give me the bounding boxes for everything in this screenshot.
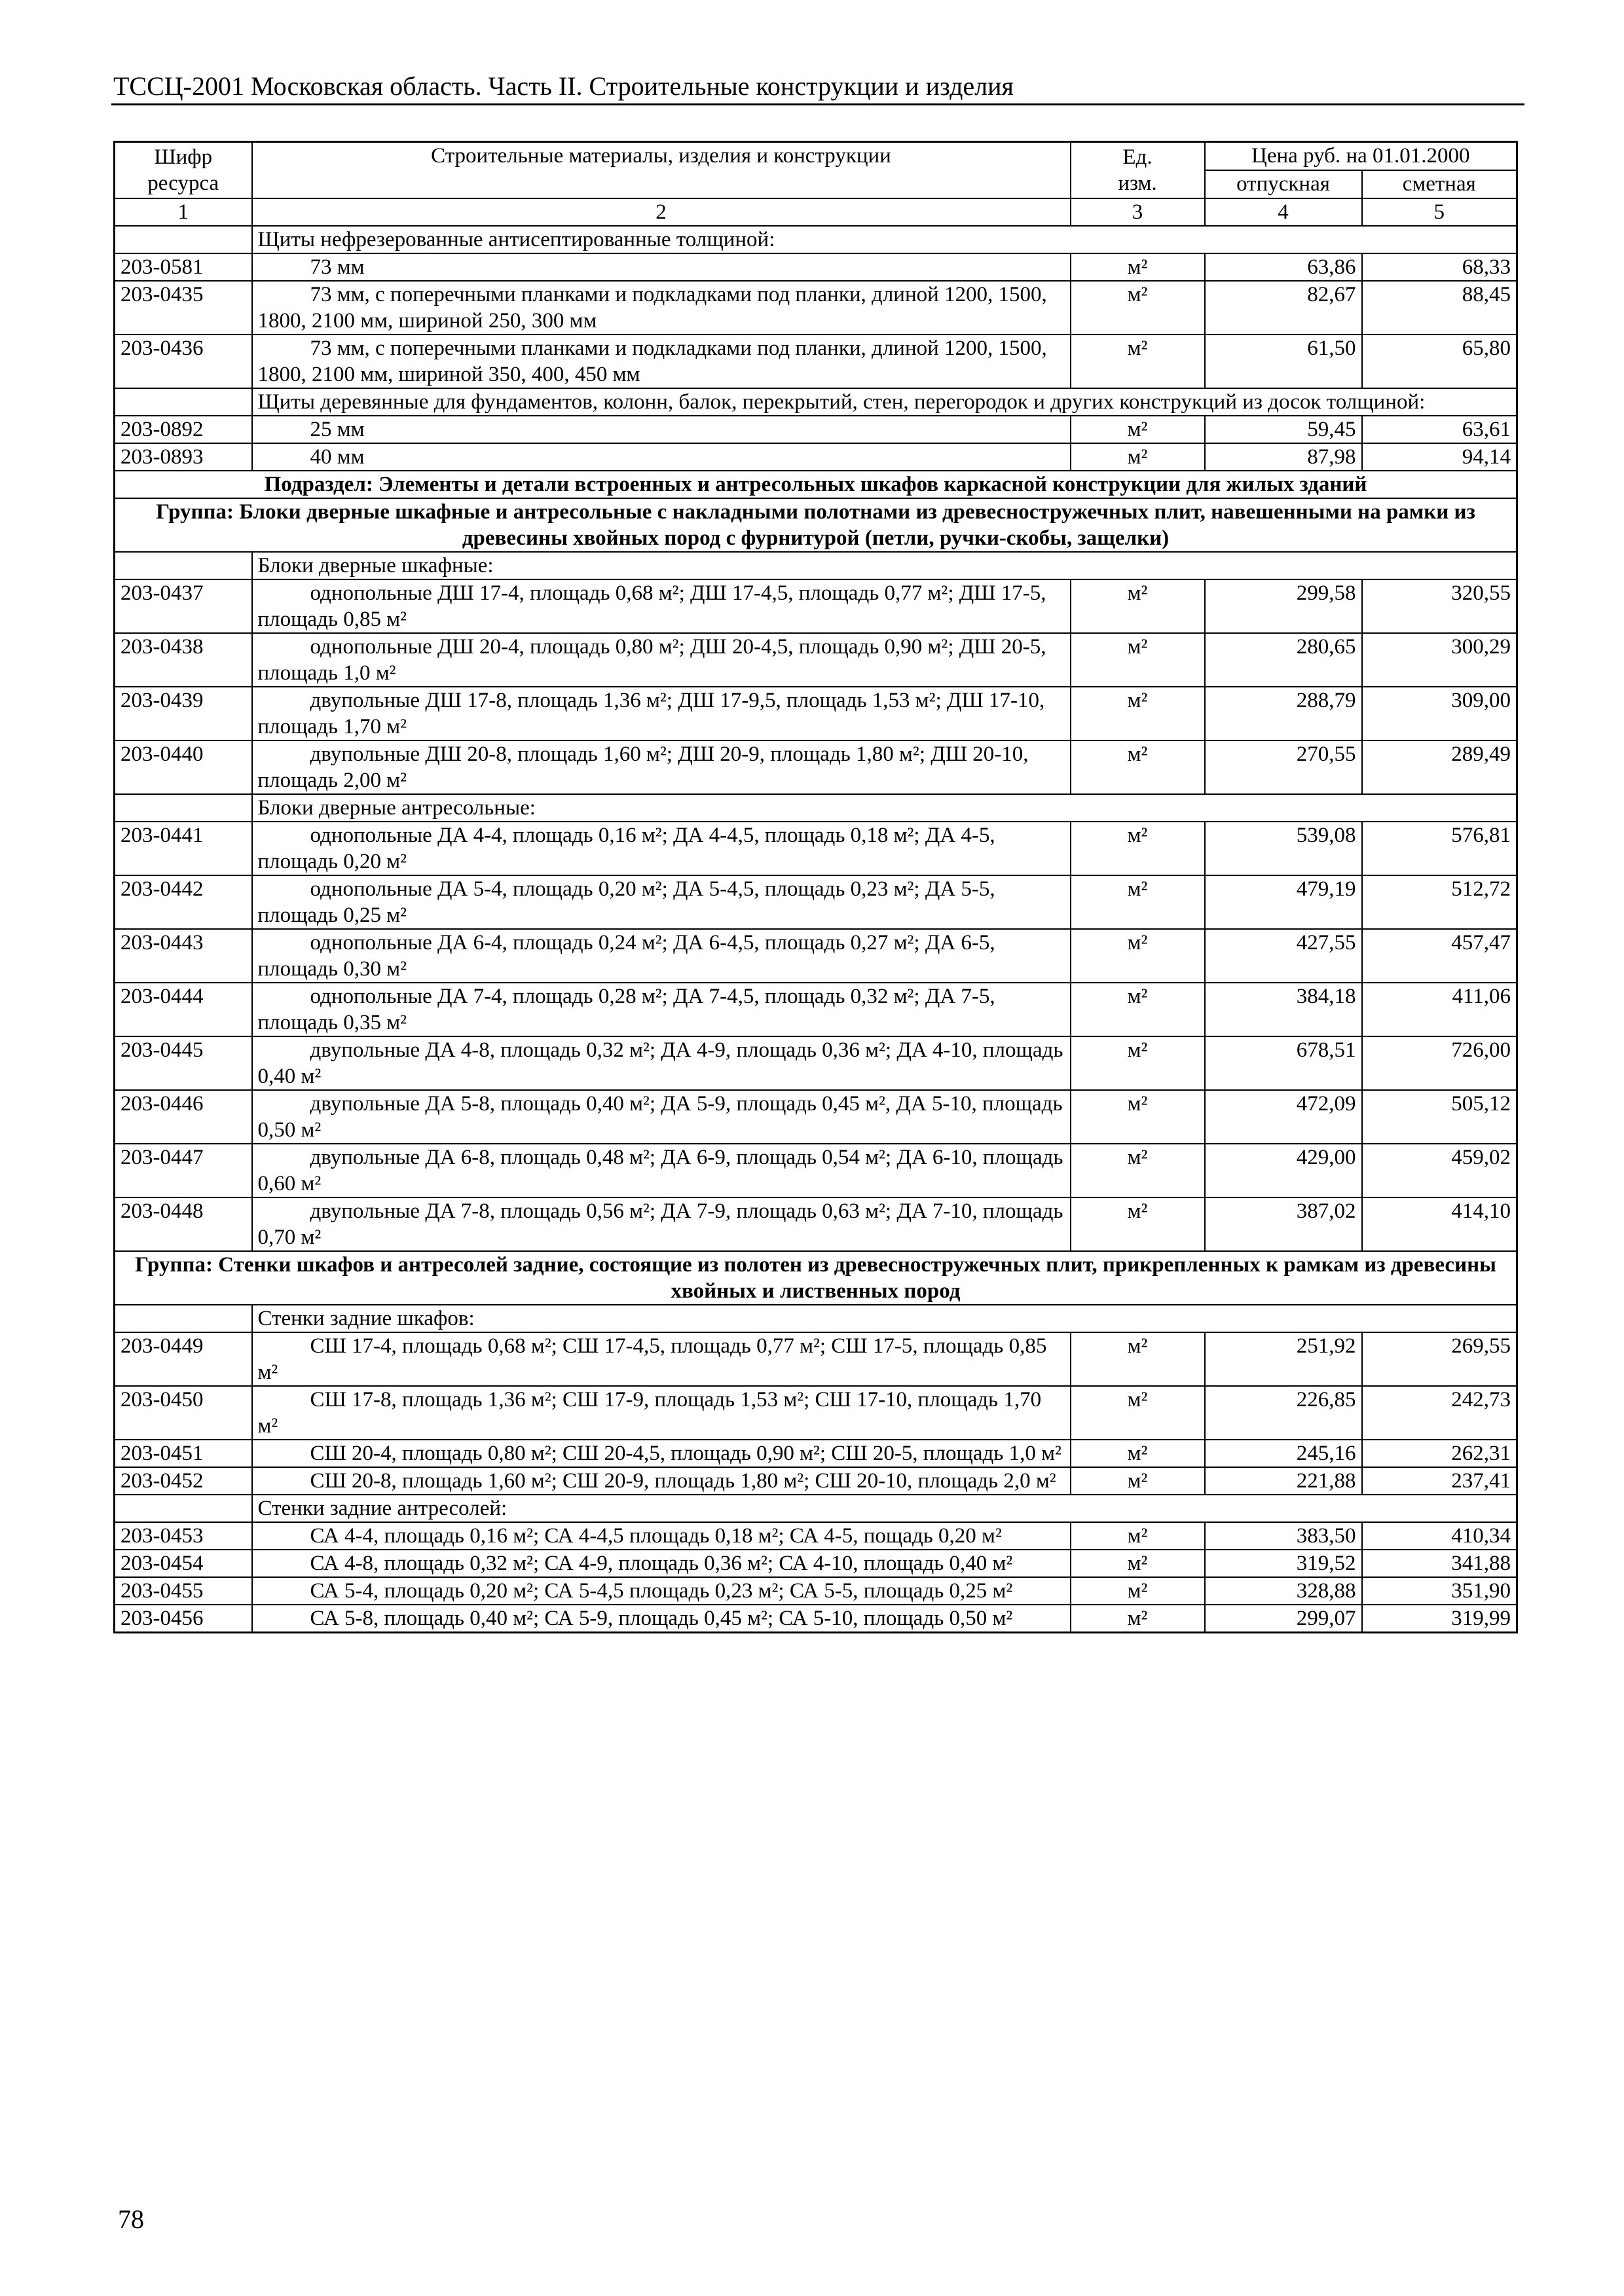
material-description: двупольные ДШ 20-8, площадь 1,60 м²; ДШ 20-9, площадь 1,80 м²; ДШ 20-10, площадь 2,00 м²	[252, 740, 1071, 794]
resource-code: 203-0454	[115, 1550, 252, 1577]
estimate-price: 269,55	[1362, 1332, 1517, 1386]
resource-code: 203-0435	[115, 281, 252, 335]
group-row	[115, 1251, 1517, 1305]
unit-cell: м²	[1071, 983, 1205, 1036]
table-row	[115, 443, 1517, 471]
resource-code: 203-0440	[115, 740, 252, 794]
estimate-price: 505,12	[1362, 1090, 1517, 1144]
release-price: 678,51	[1205, 1036, 1362, 1090]
estimate-price: 351,90	[1362, 1577, 1517, 1605]
estimate-price: 63,61	[1362, 416, 1517, 443]
release-price: 226,85	[1205, 1386, 1362, 1440]
resource-code: 203-0441	[115, 822, 252, 875]
material-description: СА 4-8, площадь 0,32 м²; СА 4-9, площадь 0,36 м²; СА 4-10, площадь 0,40 м²	[252, 1550, 1071, 1577]
unit-cell: м²	[1071, 1440, 1205, 1467]
unit-cell: м²	[1071, 822, 1205, 875]
category-row	[115, 1495, 1517, 1522]
release-price: 472,09	[1205, 1090, 1362, 1144]
table-row	[115, 1197, 1517, 1251]
unit-cell: м²	[1071, 875, 1205, 929]
table-row	[115, 1386, 1517, 1440]
page-number: 78	[118, 2204, 144, 2234]
unit-cell: м²	[1071, 1386, 1205, 1440]
column-number: 1	[115, 198, 252, 226]
category-title: Щиты нефрезерованные антисептированные толщиной:	[252, 226, 1517, 253]
estimate-price: 300,29	[1362, 633, 1517, 687]
release-price: 319,52	[1205, 1550, 1362, 1577]
header-code: Шифр ресурса	[115, 142, 252, 199]
resource-code: 203-0452	[115, 1467, 252, 1495]
group-row	[115, 498, 1517, 552]
estimate-price: 309,00	[1362, 687, 1517, 740]
estimate-price: 65,80	[1362, 335, 1517, 388]
column-number: 4	[1205, 198, 1362, 226]
estimate-price: 414,10	[1362, 1197, 1517, 1251]
estimate-price: 237,41	[1362, 1467, 1517, 1495]
estimate-price: 262,31	[1362, 1440, 1517, 1467]
table-row	[115, 633, 1517, 687]
header-unit: Ед. изм.	[1071, 142, 1205, 199]
resource-code: 203-0446	[115, 1090, 252, 1144]
release-price: 299,07	[1205, 1605, 1362, 1633]
resource-code: 203-0892	[115, 416, 252, 443]
table-row	[115, 687, 1517, 740]
table-row	[115, 1605, 1517, 1633]
material-description: СА 5-4, площадь 0,20 м²; СА 5-4,5 площадь 0,23 м²; СА 5-5, площадь 0,25 м²	[252, 1577, 1071, 1605]
table-row	[115, 416, 1517, 443]
table-row	[115, 253, 1517, 281]
unit-cell: м²	[1071, 335, 1205, 388]
header-price: Цена руб. на 01.01.2000	[1205, 142, 1517, 171]
subsection-title: Подраздел: Элементы и детали встроенных и антресольных шкафов каркасной конструкции для жилых зданий	[115, 471, 1517, 498]
unit-cell: м²	[1071, 1036, 1205, 1090]
material-description: однопольные ДА 6-4, площадь 0,24 м²; ДА 6-4,5, площадь 0,27 м²; ДА 6-5, площадь 0,30 м²	[252, 929, 1071, 983]
resource-code: 203-0443	[115, 929, 252, 983]
resource-code: 203-0447	[115, 1144, 252, 1197]
page-header	[111, 64, 1524, 105]
resource-code: 203-0455	[115, 1577, 252, 1605]
material-description: СШ 17-4, площадь 0,68 м²; СШ 17-4,5, площадь 0,77 м²; СШ 17-5, площадь 0,85 м²	[252, 1332, 1071, 1386]
column-number: 5	[1362, 198, 1517, 226]
estimate-price: 242,73	[1362, 1386, 1517, 1440]
resource-code: 203-0451	[115, 1440, 252, 1467]
table-row	[115, 929, 1517, 983]
table-row	[115, 1577, 1517, 1605]
release-price: 82,67	[1205, 281, 1362, 335]
table-row	[115, 875, 1517, 929]
estimate-price: 410,34	[1362, 1522, 1517, 1550]
material-description: двупольные ДА 7-8, площадь 0,56 м²; ДА 7-9, площадь 0,63 м²; ДА 7-10, площадь 0,70 м²	[252, 1197, 1071, 1251]
material-description: двупольные ДА 4-8, площадь 0,32 м²; ДА 4-9, площадь 0,36 м²; ДА 4-10, площадь 0,40 м²	[252, 1036, 1071, 1090]
release-price: 221,88	[1205, 1467, 1362, 1495]
resource-code: 203-0449	[115, 1332, 252, 1386]
estimate-price: 68,33	[1362, 253, 1517, 281]
unit-cell: м²	[1071, 1550, 1205, 1577]
material-description: однопольные ДШ 17-4, площадь 0,68 м²; ДШ 17-4,5, площадь 0,77 м²; ДШ 17-5, площадь 0,85 м²	[252, 579, 1071, 633]
release-price: 270,55	[1205, 740, 1362, 794]
unit-cell: м²	[1071, 929, 1205, 983]
group-title: Группа: Стенки шкафов и антресолей задние, состоящие из полотен из древесностружечных плит, прикрепленных к рамкам из древесины хвойных и лиственных пород	[115, 1251, 1517, 1305]
estimate-price: 411,06	[1362, 983, 1517, 1036]
release-price: 384,18	[1205, 983, 1362, 1036]
column-number-row	[115, 198, 1517, 226]
category-code-empty	[115, 1305, 252, 1332]
release-price: 59,45	[1205, 416, 1362, 443]
release-price: 61,50	[1205, 335, 1362, 388]
table-row	[115, 1467, 1517, 1495]
release-price: 280,65	[1205, 633, 1362, 687]
resource-code: 203-0439	[115, 687, 252, 740]
estimate-price: 459,02	[1362, 1144, 1517, 1197]
table-row	[115, 1090, 1517, 1144]
group-title: Группа: Блоки дверные шкафные и антресольные с накладными полотнами из древесностружечных плит, навешенными на рамки из древесины хвойных пород с фурнитурой (петли, ручки-скобы, защелки)	[115, 498, 1517, 552]
release-price: 479,19	[1205, 875, 1362, 929]
release-price: 87,98	[1205, 443, 1362, 471]
material-description: однопольные ДШ 20-4, площадь 0,80 м²; ДШ 20-4,5, площадь 0,90 м²; ДШ 20-5, площадь 1,0 м²	[252, 633, 1071, 687]
resource-code: 203-0444	[115, 983, 252, 1036]
estimate-price: 319,99	[1362, 1605, 1517, 1633]
category-row	[115, 1305, 1517, 1332]
category-title: Стенки задние шкафов:	[252, 1305, 1517, 1332]
category-title: Блоки дверные антресольные:	[252, 794, 1517, 822]
table-row	[115, 1036, 1517, 1090]
release-price: 251,92	[1205, 1332, 1362, 1386]
unit-cell: м²	[1071, 1467, 1205, 1495]
resource-code: 203-0436	[115, 335, 252, 388]
table-row	[115, 281, 1517, 335]
resource-code: 203-0581	[115, 253, 252, 281]
material-description: СА 5-8, площадь 0,40 м²; СА 5-9, площадь 0,45 м²; СА 5-10, площадь 0,50 м²	[252, 1605, 1071, 1633]
material-description: однопольные ДА 5-4, площадь 0,20 м²; ДА 5-4,5, площадь 0,23 м²; ДА 5-5, площадь 0,25 м²	[252, 875, 1071, 929]
category-row	[115, 226, 1517, 253]
estimate-price: 289,49	[1362, 740, 1517, 794]
unit-cell: м²	[1071, 687, 1205, 740]
unit-cell: м²	[1071, 443, 1205, 471]
material-description: 73 мм, с поперечными планками и подкладками под планки, длиной 1200, 1500, 1800, 2100 мм, шириной 250, 300 мм	[252, 281, 1071, 335]
unit-cell: м²	[1071, 416, 1205, 443]
estimate-price: 726,00	[1362, 1036, 1517, 1090]
estimate-price: 320,55	[1362, 579, 1517, 633]
material-description: двупольные ДА 6-8, площадь 0,48 м²; ДА 6-9, площадь 0,54 м²; ДА 6-10, площадь 0,60 м²	[252, 1144, 1071, 1197]
table-row	[115, 1332, 1517, 1386]
table-row	[115, 822, 1517, 875]
column-number: 2	[252, 198, 1071, 226]
resource-code: 203-0438	[115, 633, 252, 687]
unit-cell: м²	[1071, 1144, 1205, 1197]
table-row	[115, 1550, 1517, 1577]
resource-code: 203-0442	[115, 875, 252, 929]
release-price: 427,55	[1205, 929, 1362, 983]
estimate-price: 512,72	[1362, 875, 1517, 929]
header-release: отпускная	[1205, 170, 1362, 198]
material-description: однопольные ДА 7-4, площадь 0,28 м²; ДА 7-4,5, площадь 0,32 м²; ДА 7-5, площадь 0,35 м²	[252, 983, 1071, 1036]
resource-code: 203-0893	[115, 443, 252, 471]
resource-code: 203-0453	[115, 1522, 252, 1550]
unit-cell: м²	[1071, 579, 1205, 633]
material-description: 73 мм	[252, 253, 1071, 281]
unit-cell: м²	[1071, 281, 1205, 335]
unit-cell: м²	[1071, 1605, 1205, 1633]
release-price: 429,00	[1205, 1144, 1362, 1197]
resource-code: 203-0450	[115, 1386, 252, 1440]
material-description: 40 мм	[252, 443, 1071, 471]
category-row	[115, 388, 1517, 416]
estimate-price: 94,14	[1362, 443, 1517, 471]
unit-cell: м²	[1071, 253, 1205, 281]
release-price: 299,58	[1205, 579, 1362, 633]
material-description: СШ 17-8, площадь 1,36 м²; СШ 17-9, площадь 1,53 м²; СШ 17-10, площадь 1,70 м²	[252, 1386, 1071, 1440]
header-title: ТССЦ-2001 Московская область. Часть II. Строительные конструкции и изделия	[113, 71, 1014, 101]
estimate-price: 457,47	[1362, 929, 1517, 983]
table-row	[115, 1440, 1517, 1467]
unit-cell: м²	[1071, 1577, 1205, 1605]
unit-cell: м²	[1071, 1332, 1205, 1386]
material-description: двупольные ДА 5-8, площадь 0,40 м²; ДА 5-9, площадь 0,45 м², ДА 5-10, площадь 0,50 м²	[252, 1090, 1071, 1144]
table-row	[115, 1522, 1517, 1550]
category-row	[115, 552, 1517, 579]
unit-cell: м²	[1071, 1197, 1205, 1251]
price-table	[113, 141, 1518, 1633]
resource-code: 203-0448	[115, 1197, 252, 1251]
category-code-empty	[115, 794, 252, 822]
header-materials: Строительные материалы, изделия и конструкции	[252, 142, 1071, 199]
release-price: 288,79	[1205, 687, 1362, 740]
estimate-price: 341,88	[1362, 1550, 1517, 1577]
unit-cell: м²	[1071, 1090, 1205, 1144]
resource-code: 203-0445	[115, 1036, 252, 1090]
release-price: 539,08	[1205, 822, 1362, 875]
category-title: Стенки задние антресолей:	[252, 1495, 1517, 1522]
material-description: 25 мм	[252, 416, 1071, 443]
category-code-empty	[115, 226, 252, 253]
category-code-empty	[115, 1495, 252, 1522]
material-description: СА 4-4, площадь 0,16 м²; СА 4-4,5 площадь 0,18 м²; СА 4-5, пощадь 0,20 м²	[252, 1522, 1071, 1550]
table-row	[115, 335, 1517, 388]
material-description: СШ 20-4, площадь 0,80 м²; СШ 20-4,5, площадь 0,90 м²; СШ 20-5, площадь 1,0 м²	[252, 1440, 1071, 1467]
category-title: Щиты деревянные для фундаментов, колонн, балок, перекрытий, стен, перегородок и других конструкций из досок толщиной:	[252, 388, 1517, 416]
category-code-empty	[115, 388, 252, 416]
category-row	[115, 794, 1517, 822]
material-description: двупольные ДШ 17-8, площадь 1,36 м²; ДШ 17-9,5, площадь 1,53 м²; ДШ 17-10, площадь 1,70 м²	[252, 687, 1071, 740]
table-header-row	[115, 142, 1517, 171]
material-description: СШ 20-8, площадь 1,60 м²; СШ 20-9, площадь 1,80 м²; СШ 20-10, площадь 2,0 м²	[252, 1467, 1071, 1495]
table-row	[115, 740, 1517, 794]
table-row	[115, 1144, 1517, 1197]
resource-code: 203-0437	[115, 579, 252, 633]
material-description: 73 мм, с поперечными планками и подкладками под планки, длиной 1200, 1500, 1800, 2100 мм, шириной 350, 400, 450 мм	[252, 335, 1071, 388]
release-price: 328,88	[1205, 1577, 1362, 1605]
material-description: однопольные ДА 4-4, площадь 0,16 м²; ДА 4-4,5, площадь 0,18 м²; ДА 4-5, площадь 0,20 м²	[252, 822, 1071, 875]
category-title: Блоки дверные шкафные:	[252, 552, 1517, 579]
category-code-empty	[115, 552, 252, 579]
resource-code: 203-0456	[115, 1605, 252, 1633]
release-price: 383,50	[1205, 1522, 1362, 1550]
unit-cell: м²	[1071, 633, 1205, 687]
estimate-price: 576,81	[1362, 822, 1517, 875]
unit-cell: м²	[1071, 1522, 1205, 1550]
table-row	[115, 579, 1517, 633]
release-price: 245,16	[1205, 1440, 1362, 1467]
unit-cell: м²	[1071, 740, 1205, 794]
header-estimate: сметная	[1362, 170, 1517, 198]
release-price: 63,86	[1205, 253, 1362, 281]
subsection-row	[115, 471, 1517, 498]
estimate-price: 88,45	[1362, 281, 1517, 335]
table-body	[115, 226, 1517, 1633]
release-price: 387,02	[1205, 1197, 1362, 1251]
table-row	[115, 983, 1517, 1036]
column-number: 3	[1071, 198, 1205, 226]
